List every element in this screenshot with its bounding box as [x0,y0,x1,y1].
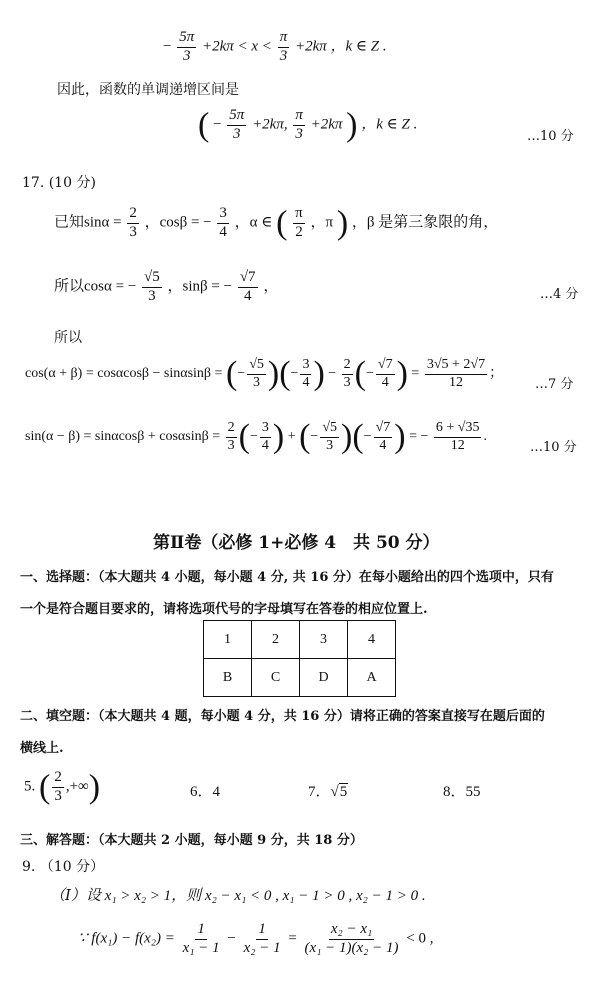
increasing-interval-text: 因此，函数的单调递增区间是 [57,82,239,98]
table-cell: B [204,659,252,697]
given-line: 已知sinα = $\frac{2}{3}$ ，cosβ = − $\frac{3}{4}$ ，α ∈ ( $\frac{\pi}{2}$ ，π ) ，β 是第三象限的角， [54,204,499,242]
question-17-label: 17. (10 分) [22,175,96,191]
table-cell: 1 [204,621,252,659]
sin-diff-equation: sin(α − β) = sinαcosβ + cosαsinβ = $\frac{2}{3}$ (− $\frac{3}{4}$ ) + (− $\frac{√5}{3}$ )(− $\frac{√7}{4}$ ) = − $\frac{6 + √35}{12}$ . [25,418,487,455]
inequality-line: − $\frac{5\pi}{3}$ +2kπ < x < $\frac{\pi}{3}$ +2kπ ，k ∈ Z . [163,29,387,64]
answer-7: 7．√5 [308,784,348,800]
part1-instructions-line1: 一、选择题：（本大题共 4 小题，每小题 4 分, 共 16 分）在每小题给出的四个选项中，只有 [20,570,554,585]
table-cell: 3 [300,621,348,659]
table-cell: 4 [348,621,396,659]
cos-sum-equation: cos(α + β) = cosαcosβ − sinαsinβ = (− $\frac{√5}{3}$ )(− $\frac{3}{4}$ ) − $\frac{2}{3}$ (− $\frac{√7}{4}$ ) = $\frac{3√5 + 2√7}{12}$ ； [25,355,504,392]
q9-equation: ∵ f(x₁) − f(x₂) = $\frac{1}{\text{x₁ − 1}}$ − $\frac{1}{\text{x₂ − 1}}$ = $\frac{\text{x₂ − x₁}}{\text{(x₁ − 1)(x₂ − 1)}}$ < 0 , [78,921,434,956]
score-mark: …10 分 [527,129,574,144]
so-line: 所以cosα = − $\frac{√5}{3}$ ，sinβ = − $\frac{√7}{4}$ ， [54,269,279,304]
table-cell: D [300,659,348,697]
table-cell: C [252,659,300,697]
table-cell: 2 [252,621,300,659]
interval-expression: ( − $\frac{5\pi}{3}$ +2kπ, $\frac{\pi}{3}$ +2kπ ) ，k ∈ Z . [198,106,418,144]
fraction: $\frac{5\pi}{3}$ [179,29,195,64]
answer-8: 8．55 [443,784,481,800]
table-row [204,621,396,659]
score-mark: …10 分 [530,440,577,455]
part2-instructions-line1: 二、填空题：（本大题共 4 题，每小题 4 分，共 16 分）请将正确的答案直接写在题后面的 [20,709,545,724]
table-row [204,659,396,697]
question-9-label: 9. （10 分） [22,859,105,875]
section-title: 第Ⅱ卷（必修 1+必修 4 共 50 分） [153,533,440,553]
score-mark: …7 分 [535,377,574,392]
answer-table [203,620,396,697]
part1-instructions-line2: 一个是符合题目要求的，请将选项代号的字母填写在答卷的相应位置上. [20,602,428,617]
part3-instructions: 三、解答题：（本大题共 2 小题，每小题 9 分，共 18 分） [20,833,363,848]
part2-instructions-line2: 横线上. [20,741,64,756]
table-cell: A [348,659,396,697]
answer-6: 6．4 [190,784,221,800]
score-mark: …4 分 [540,287,579,302]
q9-line1: （Ⅰ）设 x₁ > x₂ > 1，则 x₂ − x₁ < 0 , x₁ − 1 > 0 , x₂ − 1 > 0 . [50,888,426,904]
answer-5: 5. ( $\frac{2}{3}$ ,+∞) [24,768,101,806]
fraction: $\frac{\pi}{3}$ [279,29,288,64]
suoyi-text: 所以 [54,330,82,346]
